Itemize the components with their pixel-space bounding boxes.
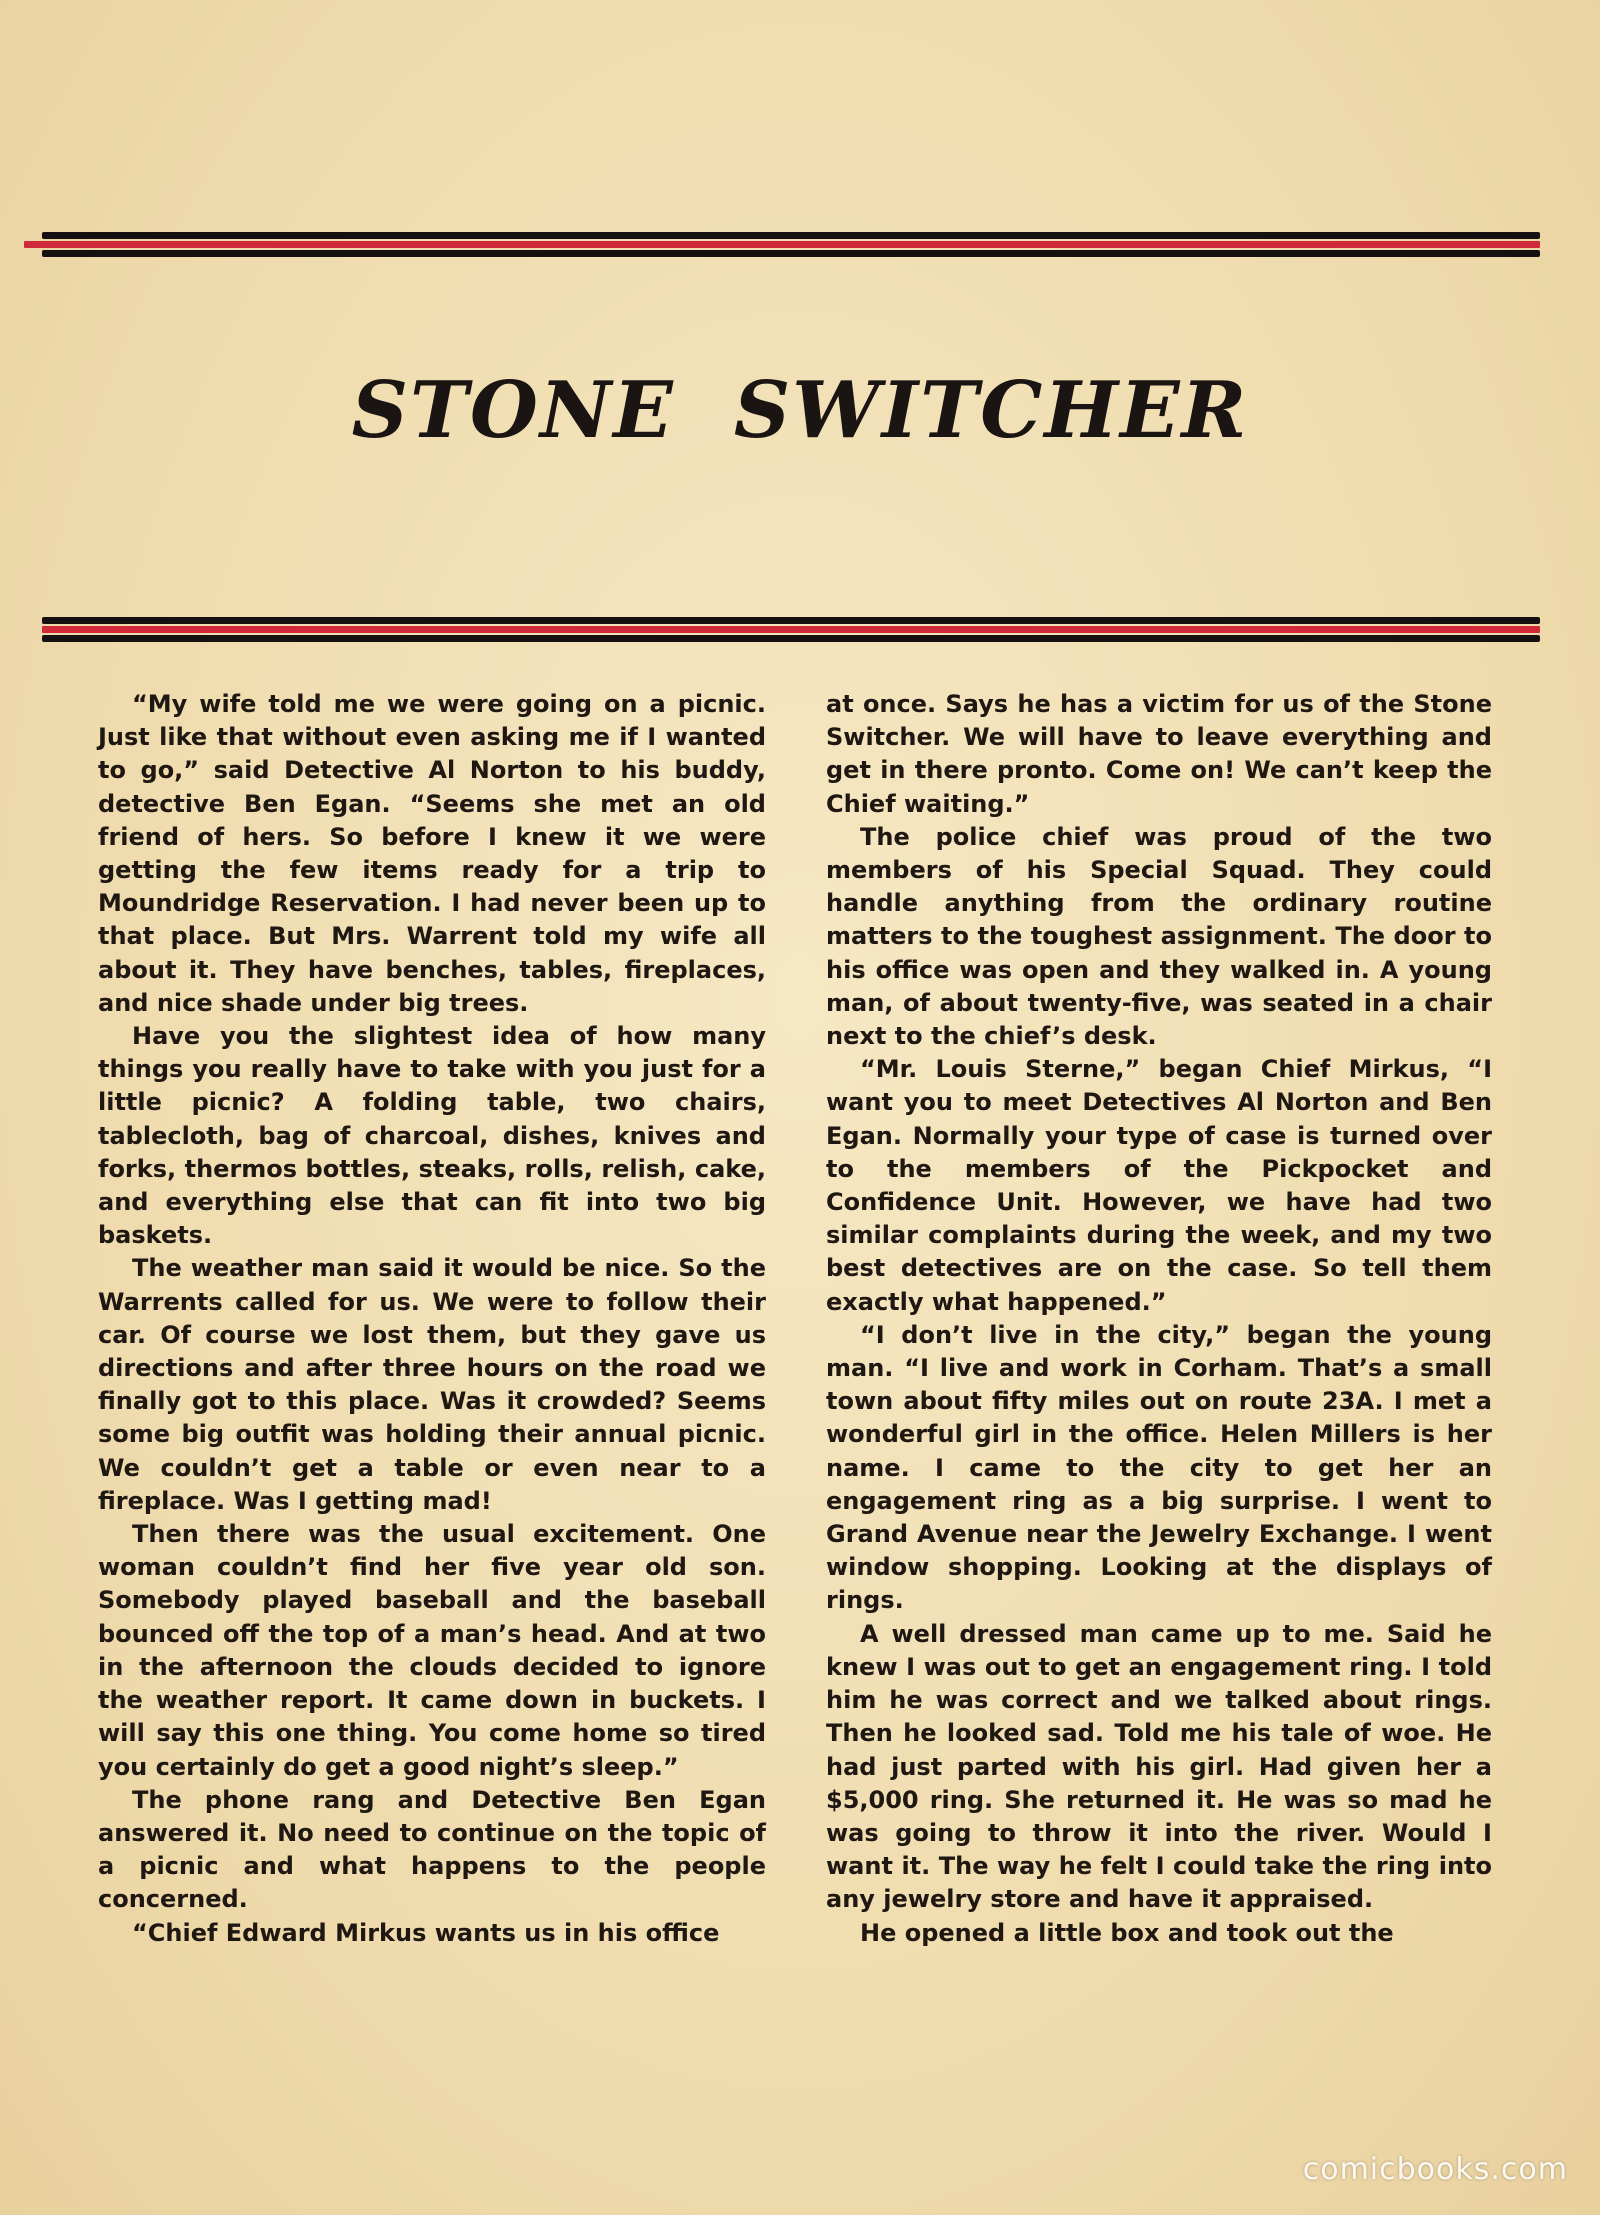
top-divider-rule [42,232,1540,257]
top-rule-black-line-lower [42,250,1540,257]
paragraph: Then there was the usual excitement. One woman couldn’t find her five year old son. Somebody played baseball and the baseball bounced off the top of a man’s head. And at two in the afternoon the clouds decided to ignore the weather report. It came down in buckets. I will say this one thing. You come home so tired you certainly do get a good night’s sleep.” [98,1520,766,1781]
bottom-rule-black-line-lower [42,635,1540,642]
text-column-left [98,688,766,1950]
bottom-rule-red-line [42,626,1540,633]
text-column-right [826,688,1492,1950]
paragraph: “Chief Edward Mirkus wants us in his office [132,1918,720,1947]
paragraph: The phone rang and Detective Ben Egan answered it. No need to continue on the topic of a picnic and what happens to the people concerned. [98,1785,766,1914]
site-watermark: comicbooks.com [1302,2152,1568,2187]
paragraph: Have you the slightest idea of how many things you really have to take with you just for a little picnic? A folding table, two chairs, tablecloth, bag of charcoal, dishes, knives and forks, thermos bottles, steaks, rolls, relish, cake, and everything else that can fit into two big baskets. [98,1022,766,1250]
paragraph: “My wife told me we were going on a picnic. Just like that without even asking me if I wanted to go,” said Detective Al Norton to his buddy, detective Ben Egan. “Seems she met an old friend of hers. So before I knew it we were getting the few items ready for a trip to Moundridge Reservation. I had never been up to that place. But Mrs. Warrent told my wife all about it. They have benches, tables, fireplaces, and nice shade under big trees. [98,690,766,1017]
paragraph: “I don’t live in the city,” began the young man. “I live and work in Corham. That’s a small town about fifty miles out on route 23A. I met a wonderful girl in the office. Helen Millers is her name. I came to the city to get her an engagement ring as a big surprise. I went to Grand Avenue near the Jewelry Exchange. I went window shopping. Looking at the displays of rings. [826,1320,1492,1615]
bottom-divider-rule [42,617,1540,642]
paragraph: He opened a little box and took out the [860,1918,1394,1947]
top-rule-black-line-upper [42,232,1540,239]
paragraph: The police chief was proud of the two members of his Special Squad. They could handle anything from the ordinary routine matters to the toughest assignment. The door to his office was open and they walked in. A young man, of about twenty-five, was seated in a chair next to the chief’s desk. [826,822,1492,1051]
top-rule-red-line [24,241,1540,248]
paragraph: The weather man said it would be nice. So the Warrents called for us. We were to follow their car. Of course we lost them, but they gave us directions and after three hours on the road we finally got to this place. Was it crowded? Seems some big outfit was holding their annual picnic. We couldn’t get a table or even near to a fireplace. Was I getting mad! [98,1254,766,1515]
paragraph: “Mr. Louis Sterne,” began Chief Mirkus, “I want you to meet Detectives Al Norton and Ben Egan. Normally your type of case is turned over to the members of the Pickpocket and Confidence Unit. However, we have had two similar complaints during the week, and my two best detectives are on the case. So tell them exactly what happened.” [826,1055,1492,1316]
bottom-rule-black-line-upper [42,617,1540,624]
paragraph: A well dressed man came up to me. Said he knew I was out to get an engagement ring. I told him he was correct and we talked about rings. Then he looked sad. Told me his tale of woe. He had just parted with his girl. Had given her a $5,000 ring. She returned it. He was so mad he was going to throw it into the river. Would I want it. The way he felt I could take the ring into any jewelry store and have it appraised. [826,1619,1492,1914]
paragraph-continued: at once. Says he has a victim for us of the Stone Switcher. We will have to leave everything and get in there pronto. Come on! We can’t keep the Chief waiting.” [826,690,1492,818]
story-title: STONE SWITCHER [351,365,1249,456]
